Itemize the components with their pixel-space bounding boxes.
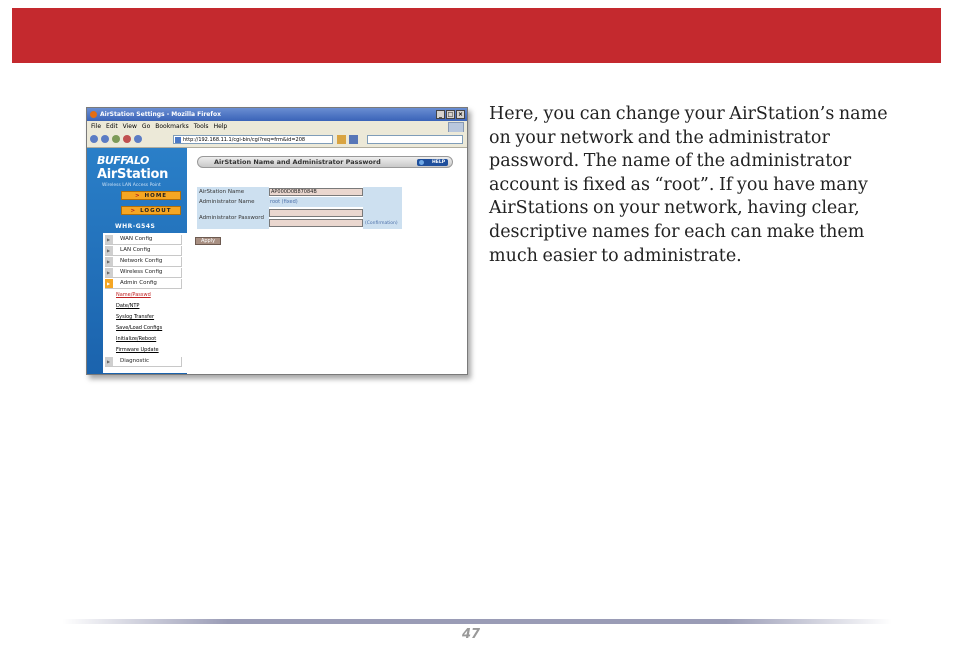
minimize-icon[interactable]: _ bbox=[436, 110, 445, 119]
airstation-name-input[interactable]: AP000D0B87084B bbox=[269, 188, 363, 196]
admin-name-value: root (fixed) bbox=[269, 197, 363, 207]
submenu-date-ntp[interactable]: Date/NTP bbox=[116, 303, 140, 309]
menu-diagnostic[interactable]: ▶ Diagnostic bbox=[105, 357, 182, 367]
url-field[interactable] bbox=[173, 135, 333, 144]
submenu-save-load-configs[interactable]: Save/Load Configs bbox=[116, 325, 163, 331]
admin-password-input[interactable] bbox=[269, 209, 363, 217]
menu-edit[interactable]: Edit bbox=[106, 123, 118, 130]
submenu-name-passwd[interactable]: Name/Passwd bbox=[116, 292, 151, 298]
logout-button[interactable]: > LOGOUT bbox=[121, 206, 181, 215]
menu-lan-config[interactable]: ▶ LAN Config bbox=[105, 246, 182, 256]
confirmation-label: (Confirmation) bbox=[365, 221, 398, 226]
row-filler bbox=[363, 187, 402, 197]
browser-screenshot bbox=[86, 107, 468, 375]
arrow-right-icon bbox=[105, 357, 113, 366]
go-icon[interactable] bbox=[337, 135, 346, 144]
submenu-firmware-update[interactable]: Firmware Update bbox=[116, 347, 159, 353]
chevron-right-icon: > bbox=[134, 193, 141, 199]
submenu-initialize-reboot[interactable]: Initialize/Reboot bbox=[116, 336, 157, 342]
window-titlebar bbox=[87, 108, 467, 121]
chevron-right-icon: > bbox=[130, 208, 137, 214]
airstation-logo: AirStation bbox=[97, 167, 169, 182]
arrow-right-icon bbox=[105, 235, 113, 244]
arrow-right-icon bbox=[105, 268, 113, 277]
reload-icon[interactable] bbox=[112, 135, 120, 143]
row-filler bbox=[363, 197, 402, 207]
firefox-icon bbox=[90, 111, 97, 118]
menu-help[interactable]: Help bbox=[213, 123, 228, 130]
config-menu bbox=[103, 233, 187, 373]
menu-wireless-config[interactable]: ▶ Wireless Config bbox=[105, 268, 182, 278]
airstation-name-label: AirStation Name bbox=[197, 187, 269, 197]
header-band bbox=[12, 8, 941, 63]
search-input[interactable] bbox=[367, 135, 463, 144]
stop-icon[interactable] bbox=[123, 135, 131, 143]
menu-network-config[interactable]: ▶ Network Config bbox=[105, 257, 182, 267]
footer-rule bbox=[62, 619, 892, 624]
page-number: 47 bbox=[462, 627, 481, 642]
arrow-right-icon bbox=[105, 246, 113, 255]
menu-admin-config[interactable]: ▶ Admin Config bbox=[105, 279, 182, 289]
home-icon[interactable] bbox=[134, 135, 142, 143]
menu-view[interactable]: View bbox=[122, 123, 137, 130]
admin-name-label: Administrator Name bbox=[197, 197, 269, 207]
menu-bar bbox=[87, 121, 467, 132]
arrow-right-icon bbox=[105, 279, 113, 288]
menu-file[interactable]: File bbox=[91, 123, 102, 130]
menu-tools[interactable]: Tools bbox=[193, 123, 209, 130]
forward-icon[interactable] bbox=[101, 135, 109, 143]
url-text: http://192.168.11.1/cgi-bin/cgi?req=frm&id=208 bbox=[183, 137, 306, 143]
admin-password-label: Administrator Password bbox=[197, 207, 269, 229]
search-engine-icon[interactable] bbox=[349, 135, 358, 144]
navigation-toolbar bbox=[87, 132, 467, 148]
buffalo-logo: BUFFALO bbox=[97, 154, 149, 167]
page-icon bbox=[175, 137, 181, 143]
product-subtitle: Wireless LAN Access Point bbox=[102, 183, 161, 188]
panel-header bbox=[197, 156, 453, 168]
arrow-right-icon bbox=[105, 257, 113, 266]
menu-go[interactable]: Go bbox=[141, 123, 151, 130]
description-paragraph: Here, you can change your AirStation’s name on your network and the administrator password. The name of the administrator account is fixed as “root”. If you have many AirStations on your network, having clear, descriptive names for each can make them much easier to administrate. bbox=[489, 104, 888, 266]
panel-title: AirStation Name and Administrator Password bbox=[214, 158, 381, 166]
back-icon[interactable] bbox=[90, 135, 98, 143]
admin-password-confirm-input[interactable] bbox=[269, 219, 363, 227]
model-name: WHR-G54S bbox=[115, 223, 156, 230]
maximize-icon[interactable]: □ bbox=[447, 111, 454, 118]
apply-button[interactable]: Apply bbox=[195, 237, 221, 245]
submenu-syslog-transfer[interactable]: Syslog Transfer bbox=[116, 314, 155, 320]
help-button[interactable]: HELP bbox=[417, 159, 448, 166]
home-button[interactable]: > HOME bbox=[121, 191, 181, 200]
close-icon[interactable]: × bbox=[457, 111, 464, 118]
menu-bookmarks[interactable]: Bookmarks bbox=[155, 123, 189, 130]
menu-wan-config[interactable]: ▶ WAN Config bbox=[105, 235, 182, 245]
window-title: AirStation Settings - Mozilla Firefox bbox=[100, 111, 221, 118]
